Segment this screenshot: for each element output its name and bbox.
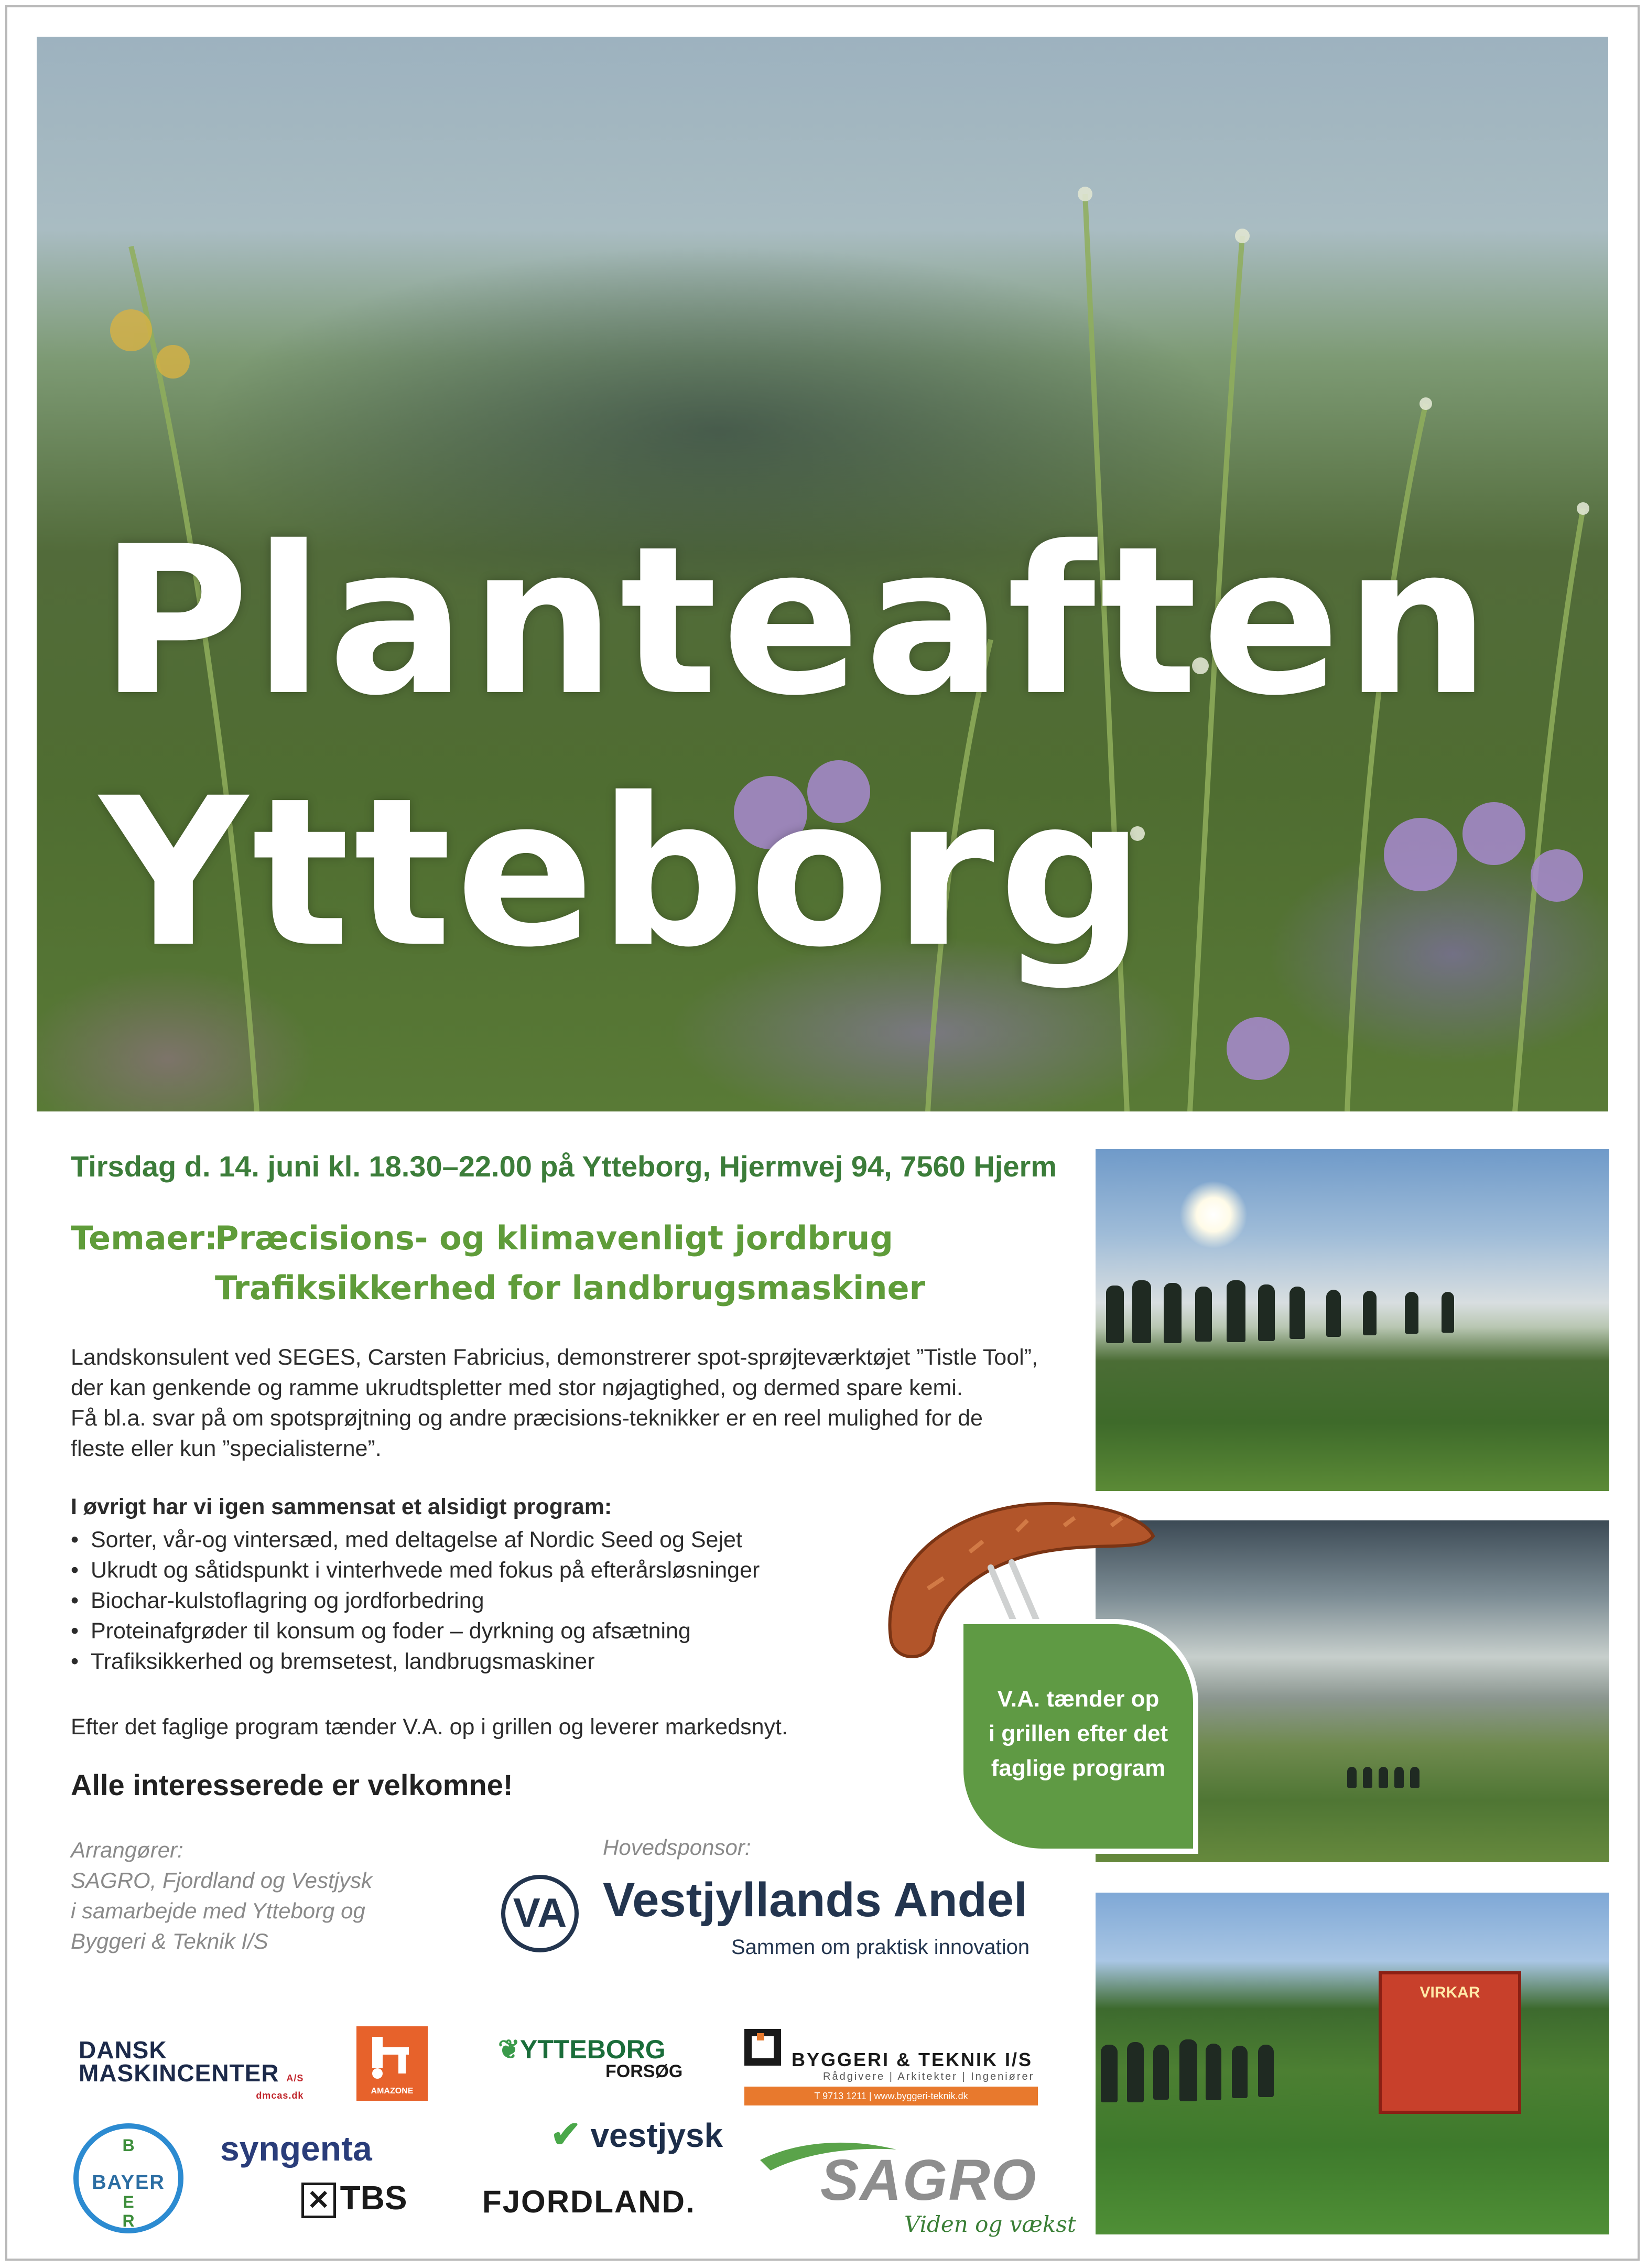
ytteborg-logo — [498, 2034, 666, 2065]
dansk-maskincenter-logo — [79, 2038, 304, 2101]
event-dateline: Tirsdag d. 14. juni kl. 18.30–22.00 på Ytteborg, Hjermvej 94, 7560 Hjerm — [71, 1150, 1057, 1183]
sun-glare — [1179, 1181, 1248, 1249]
photo-field-machine — [1096, 1893, 1609, 2234]
theme-item: Præcisions- og klimavenligt jordbrug — [215, 1219, 893, 1257]
dmc-line2 — [79, 2061, 304, 2090]
amazone-text: AMAZONE — [371, 2087, 414, 2096]
sagro-slogan: Viden og vækst — [904, 2211, 1076, 2237]
tbs-logo — [301, 2178, 407, 2217]
themes-label: Temaer: — [71, 1219, 218, 1257]
grill-callout — [963, 1624, 1193, 1849]
callout-text — [963, 1682, 1193, 1786]
va-logo-text: VA — [513, 1889, 567, 1936]
intro-paragraph — [71, 1342, 1109, 1464]
tbs-icon: ✕ — [301, 2183, 336, 2218]
program-item-text: Ukrudt og såtidspunkt i vinterhvede med fokus på efterårsløsninger — [91, 1558, 760, 1583]
dmc-line1: DANSK — [79, 2036, 167, 2064]
callout-line: i grillen efter det — [988, 1721, 1168, 1746]
bayer-letter: B — [122, 2136, 135, 2155]
organizers-text — [71, 1865, 469, 1957]
dmc-line2-text: MASKINCENTER — [79, 2059, 279, 2087]
callout-line: faglige program — [991, 1755, 1166, 1781]
program-item — [71, 1646, 760, 1677]
program-item — [71, 1555, 760, 1585]
program-item-text: Sorter, vår-og vintersæd, med deltagelse af Nordic Seed og Sejet — [91, 1527, 742, 1552]
dmc-suffix: A/S — [286, 2073, 304, 2083]
intro-line: fleste eller kun ”specialisterne”. — [71, 1436, 382, 1461]
program-item-text: Biochar-kulstoflagring og jordforbedring — [91, 1588, 484, 1613]
theme-item: Trafiksikkerhed for landbrugsmaskiner — [215, 1269, 926, 1307]
welcome-text: Alle interesserede er velkomne! — [71, 1768, 513, 1801]
program-item — [71, 1616, 760, 1646]
dmc-url: dmcas.dk — [256, 2090, 304, 2101]
bayer-logo — [73, 2123, 183, 2233]
bayer-letter: E — [123, 2193, 134, 2211]
byggeri-teknik-sub: Rådgivere | Arkitekter | Ingeniører — [823, 2071, 1035, 2082]
tbs-text: TBS — [340, 2179, 407, 2217]
sponsor-label: Hovedsponsor: — [603, 1835, 751, 1860]
organizers-line: i samarbejde med Ytteborg og — [71, 1898, 365, 1923]
bayer-letter: R — [122, 2211, 135, 2230]
organizers-line: Byggeri & Teknik I/S — [71, 1929, 268, 1953]
byggeri-teknik-icon — [744, 2029, 781, 2066]
bayer-horizontal: BAYER — [92, 2172, 165, 2194]
event-title-line1: Planteaften — [100, 502, 1494, 740]
farm-machine — [1379, 1971, 1521, 2114]
vestjysk-text: vestjysk — [590, 2116, 723, 2154]
program-heading: I øvrigt har vi igen sammensat et alsidigt program: — [71, 1494, 612, 1519]
syngenta-logo: syngenta — [220, 2129, 372, 2168]
fjordland-logo: FJORDLAND. — [482, 2184, 696, 2219]
byggeri-teknik-contact: T 9713 1211 | www.byggeri-teknik.dk — [744, 2087, 1038, 2105]
amazone-icon — [356, 2026, 428, 2084]
vestjysk-logo — [550, 2113, 723, 2156]
amazone-logo — [356, 2026, 428, 2101]
machine-label: VIRKAR — [1420, 1984, 1480, 2001]
hero-photo — [37, 37, 1608, 1111]
program-item — [71, 1525, 760, 1555]
photo-field-crowd-sunny — [1096, 1149, 1609, 1491]
program-list — [71, 1525, 760, 1677]
sagro-logo: SAGRO — [820, 2148, 1037, 2212]
organizers-label: Arrangører: — [71, 1838, 183, 1862]
sponsor-slogan: Sammen om praktisk innovation — [731, 1936, 1030, 1959]
ytteborg-text: YTTEBORG — [519, 2035, 666, 2064]
event-title-line2: Ytteborg — [100, 754, 1150, 992]
program-item-text: Trafiksikkerhed og bremsetest, landbrugsmaskiner — [91, 1649, 595, 1674]
program-item-text: Proteinafgrøder til konsum og foder – dyrkning og afsætning — [91, 1618, 691, 1644]
vestjyllands-andel-logo — [493, 1874, 587, 1953]
byggeri-teknik-name: BYGGERI & TEKNIK I/S — [792, 2049, 1033, 2070]
organizers-line: SAGRO, Fjordland og Vestjysk — [71, 1868, 372, 1893]
leaf-icon: ❦ — [498, 2035, 520, 2064]
callout-line: V.A. tænder op — [997, 1686, 1160, 1712]
after-program-text: Efter det faglige program tænder V.A. op i grillen og leverer markedsnyt. — [71, 1714, 788, 1740]
ytteborg-sub: FORSØG — [605, 2061, 683, 2081]
program-item — [71, 1585, 760, 1616]
intro-line: Landskonsulent ved SEGES, Carsten Fabricius, demonstrerer spot-sprøjteværktøjet ”Tistle Tool”, — [71, 1345, 1038, 1370]
sponsor-name: Vestjyllands Andel — [603, 1873, 1027, 1927]
checkmark-icon: ✔ — [550, 2114, 581, 2155]
intro-line: der kan genkende og ramme ukrudtspletter med stor nøjagtighed, og dermed spare kemi. — [71, 1375, 963, 1400]
intro-line: Få bl.a. svar på om spotsprøjtning og andre præcisions-teknikker er en reel mulighed for de — [71, 1406, 983, 1431]
